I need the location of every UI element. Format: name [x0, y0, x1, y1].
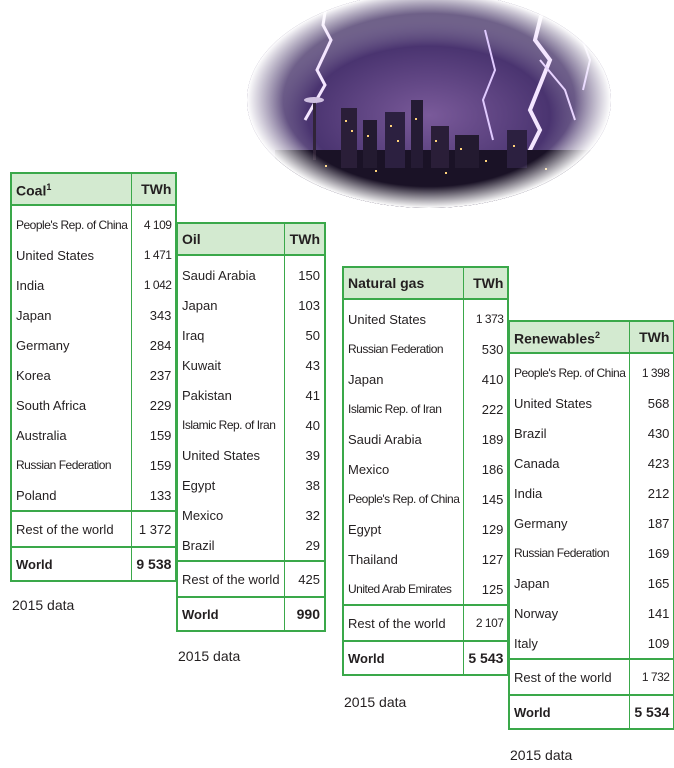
table-row: Norway 141: [509, 598, 674, 628]
table-row: Mexico 186: [343, 454, 508, 484]
table-row: People's Rep. of China 1 398: [509, 353, 674, 388]
renewables-unit: TWh: [630, 321, 674, 353]
table-row: People's Rep. of China 4 109: [11, 205, 176, 240]
rest-of-world-row: Rest of the world 2 107: [343, 605, 508, 641]
table-row: Pakistan 41: [177, 380, 325, 410]
natural-gas-table: [342, 266, 509, 676]
table-row: India 1 042: [11, 270, 176, 300]
lightning-city-photo: [245, 0, 613, 210]
table-row: Germany 187: [509, 508, 674, 538]
table-row: United States 568: [509, 388, 674, 418]
rest-of-world-row: Rest of the world 425: [177, 561, 325, 597]
table-row: Saudi Arabia 150: [177, 255, 325, 290]
table-row: India 212: [509, 478, 674, 508]
table-row: Kuwait 43: [177, 350, 325, 380]
table-row: Egypt 38: [177, 470, 325, 500]
table-row: Canada 423: [509, 448, 674, 478]
table-row: Korea 237: [11, 360, 176, 390]
coal-data-note: 2015 data: [12, 597, 75, 613]
world-total-row: World 990: [177, 597, 325, 631]
table-row: Russian Federation 159: [11, 450, 176, 480]
table-row: Islamic Rep. of Iran 222: [343, 394, 508, 424]
rest-of-world-row: Rest of the world 1 732: [509, 659, 674, 695]
table-row: People's Rep. of China 145: [343, 484, 508, 514]
table-row: United Arab Emirates 125: [343, 574, 508, 605]
table-row: Germany 284: [11, 330, 176, 360]
table-row: Brazil 29: [177, 530, 325, 561]
table-row: Iraq 50: [177, 320, 325, 350]
table-row: Russian Federation 530: [343, 334, 508, 364]
renewables-title: Renewables$^2$: [509, 321, 630, 353]
world-total-row: World 5 543: [343, 641, 508, 675]
table-row: South Africa 229: [11, 390, 176, 420]
renewables-table: [508, 320, 674, 730]
table-row: Japan 410: [343, 364, 508, 394]
gas-title: Natural gas: [343, 267, 464, 299]
oil-title: Oil: [177, 223, 285, 255]
coal-table: [10, 172, 177, 582]
table-row: United States 39: [177, 440, 325, 470]
table-row: Egypt 129: [343, 514, 508, 544]
world-total-row: World 9 538: [11, 547, 176, 581]
table-row: Japan 103: [177, 290, 325, 320]
table-row: United States 1 471: [11, 240, 176, 270]
table-row: Russian Federation 169: [509, 538, 674, 568]
table-row: Saudi Arabia 189: [343, 424, 508, 454]
coal-title: Coal$^1$: [11, 173, 132, 205]
table-row: United States 1 373: [343, 299, 508, 334]
oil-unit: TWh: [285, 223, 325, 255]
table-row: Poland 133: [11, 480, 176, 511]
rest-of-world-row: Rest of the world 1 372: [11, 511, 176, 547]
table-row: Brazil 430: [509, 418, 674, 448]
table-row: Mexico 32: [177, 500, 325, 530]
gas-unit: TWh: [464, 267, 509, 299]
world-total-row: World 5 534: [509, 695, 674, 729]
renewables-data-note: 2015 data: [510, 747, 573, 763]
gas-data-note: 2015 data: [344, 694, 407, 710]
coal-unit: TWh: [132, 173, 177, 205]
table-row: Japan 343: [11, 300, 176, 330]
table-row: Italy 109: [509, 628, 674, 659]
table-row: Japan 165: [509, 568, 674, 598]
table-row: Islamic Rep. of Iran 40: [177, 410, 325, 440]
oil-data-note: 2015 data: [178, 648, 241, 664]
table-row: Thailand 127: [343, 544, 508, 574]
table-row: Australia 159: [11, 420, 176, 450]
oil-table: [176, 222, 326, 632]
